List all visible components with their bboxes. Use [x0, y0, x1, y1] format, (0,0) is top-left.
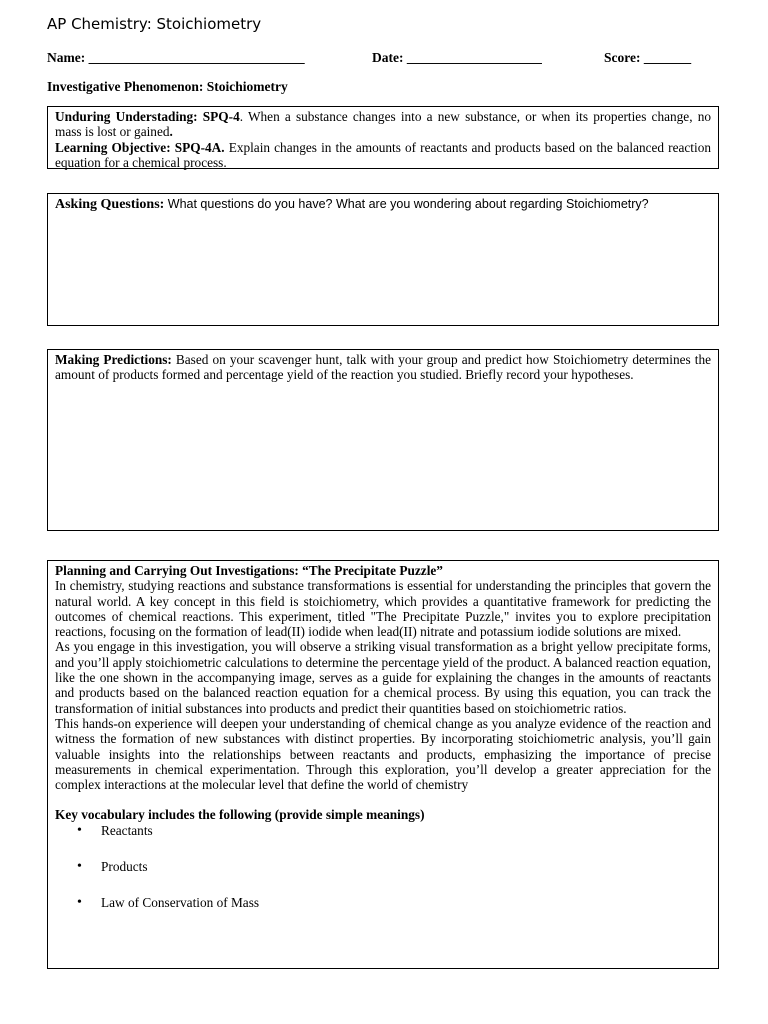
vocab-list [55, 823, 711, 931]
understanding-box [47, 106, 719, 169]
vocab-heading: Key vocabulary includes the following (provide simple meanings) [55, 807, 425, 823]
name-field[interactable]: Name: ________________________________ [47, 50, 305, 65]
vocab-item-reactants: • Reactants [55, 823, 711, 859]
investigation-box [47, 560, 719, 969]
enduring-understanding-end: . [169, 124, 173, 140]
making-predictions-label: Making Predictions: [55, 352, 172, 367]
asking-questions-label: Asking Questions: [55, 197, 165, 212]
enduring-understanding [55, 109, 711, 140]
vocab-item-conservation-of-mass: • Law of Conservation of Mass [55, 895, 711, 931]
enduring-understanding-label: Unduring Understading: SPQ-4 [55, 109, 240, 124]
learning-objective-text: Explain changes in the amounts of reactants and products based on the balanced reaction equation for a chemical process. [55, 139, 711, 170]
investigation-heading: Planning and Carrying Out Investigations: “The Precipitate Puzzle” [55, 563, 443, 578]
phenomenon-heading: Investigative Phenomenon: Stoichiometry [47, 79, 288, 94]
score-field[interactable]: Score: _______ [604, 50, 692, 65]
making-predictions-prompt: Based on your scavenger hunt, talk with your group and predict how Stoichiometry determines the amount of products formed and percentage yield of the reaction you studied. Briefly record your hypotheses. [55, 352, 711, 383]
investigation-paragraph-1: In chemistry, studying reactions and substance transformations is essential for understanding the principles that govern the natural world. A key concept in this field is stoichiometry, which provides a quantitative framework for predicting the outcomes of chemical reactions. This experiment, titled "The Precipitate Puzzle," invites you to explore precipitation reactions, focusing on the formation of lead(II) iodide when lead(II) nitrate and potassium iodide solutions are mixed. [55, 578, 711, 640]
making-predictions-box[interactable] [47, 349, 719, 531]
date-field[interactable]: Date: ____________________ [372, 50, 542, 65]
investigation-paragraph-3: This hands-on experience will deepen your understanding of chemical change as you analyze evidence of the reaction and witness the formation of new substances with distinct properties. By incorporating stoichiometric analysis, you’ll gain valuable insights into the relationships between reactants and products, emphasizing the importance of precise measurements in chemical experimentation. Through this exploration, you’ll develop a greater appreciation for the complex interactions at the molecular level that define the world of chemistry [55, 715, 711, 793]
enduring-understanding-text: . When a substance changes into a new substance, or when its properties change, no mass is lost or gained [55, 109, 711, 140]
asking-questions-box[interactable] [47, 193, 719, 326]
learning-objective-label: Learning Objective: SPQ-4A. [55, 139, 225, 155]
investigation-paragraph-2: As you engage in this investigation, you will observe a striking visual transformation as a bright yellow precipitate forms, and you’ll apply stoichiometric calculations to determine the percentage yield of the product. A balanced reaction equation, like the one shown in the accompanying image, serves as a guide for explaining the changes in the amounts of reactants and products based on the balanced reaction equation for a chemical process. By using this equation, you can track the transformation of initial substances into products and predict their quantities based on stoichiometric ratios. [55, 639, 711, 716]
document-title: AP Chemistry: Stoichiometry [47, 15, 262, 33]
learning-objective [55, 140, 711, 171]
vocab-item-products: • Products [55, 859, 711, 895]
asking-questions-prompt: What questions do you have? What are you wondering about regarding Stoichiometry? [164, 197, 649, 211]
student-header [47, 50, 719, 68]
